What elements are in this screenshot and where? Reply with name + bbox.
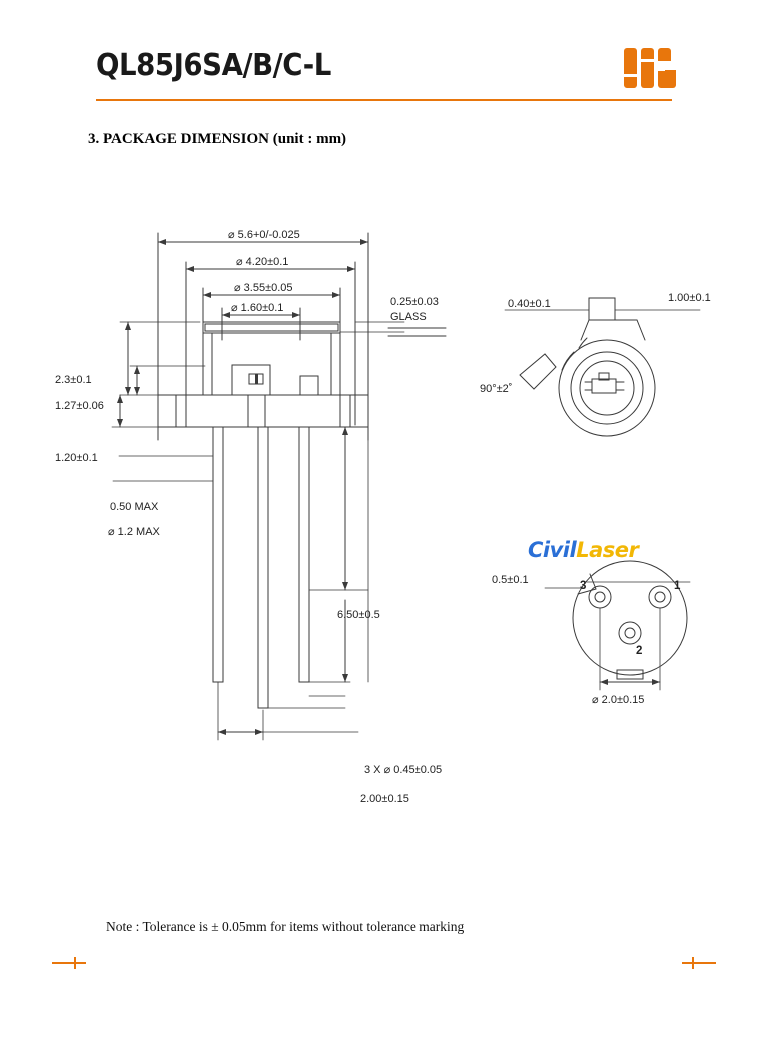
dim-label-t2: 1.00±0.1 — [668, 292, 711, 304]
crop-mark-right — [682, 957, 716, 969]
dim-label-d7: 2.3±0.1 — [55, 374, 92, 386]
dim-label-t3: 90°±2˚ — [480, 383, 513, 395]
ubi-logo — [624, 48, 676, 88]
dim-label-t1: 0.40±0.1 — [508, 298, 551, 310]
dim-label-d1: ⌀ 5.6+0/-0.025 — [228, 229, 300, 241]
page-title: QL85J6SA/B/C-L — [96, 48, 331, 83]
dim-label-b1: 0.5±0.1 — [492, 574, 529, 586]
pin-label-2: 2 — [636, 645, 643, 657]
package-dimension-drawing — [0, 170, 768, 850]
watermark-part-2: Laser — [576, 538, 639, 562]
pin-label-3: 3 — [580, 580, 587, 592]
pin-label-1: 1 — [674, 580, 681, 592]
civillaser-watermark — [528, 538, 638, 562]
section-heading: 3. PACKAGE DIMENSION (unit : mm) — [88, 131, 347, 147]
dim-label-d12: 6.50±0.5 — [337, 609, 380, 621]
crop-mark-left — [52, 957, 86, 969]
watermark-part-1: Civil — [528, 538, 577, 562]
dim-label-b2: ⌀ 2.0±0.15 — [592, 694, 645, 706]
dim-label-d3: ⌀ 3.55±0.05 — [234, 282, 293, 294]
tolerance-note: Note : Tolerance is ± 0.05mm for items without tolerance marking — [106, 919, 465, 934]
dim-label-d10: 0.50 MAX — [110, 501, 159, 513]
dim-label-d2: ⌀ 4.20±0.1 — [236, 256, 289, 268]
dim-label-d5: 0.25±0.03 — [390, 296, 439, 308]
dim-label-d11: ⌀ 1.2 MAX — [108, 526, 160, 538]
dim-label-d9: 1.20±0.1 — [55, 452, 98, 464]
dim-label-d14: 2.00±0.15 — [360, 793, 409, 805]
header-divider — [96, 99, 672, 101]
dim-label-glass: GLASS — [390, 311, 427, 323]
dim-label-d13: 3 X ⌀ 0.45±0.05 — [364, 764, 443, 776]
dim-label-d8: 1.27±0.06 — [55, 400, 104, 412]
dim-label-d4: ⌀ 1.60±0.1 — [231, 302, 284, 314]
